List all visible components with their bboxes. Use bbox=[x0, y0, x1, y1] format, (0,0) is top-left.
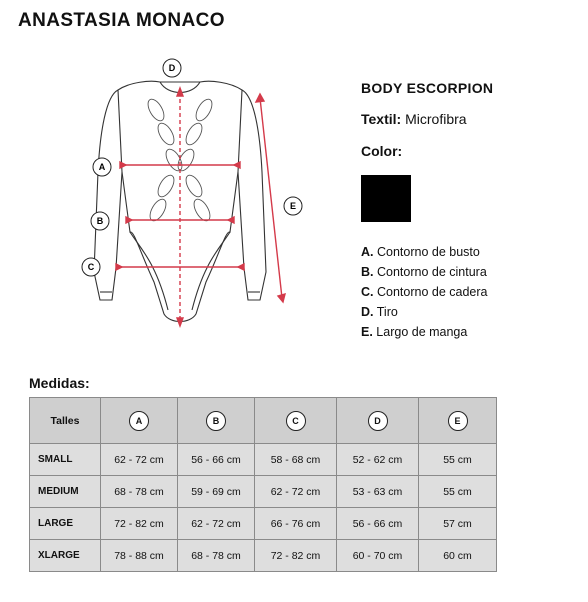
cell-c: 58 - 68 cm bbox=[255, 444, 337, 476]
size-name: MEDIUM bbox=[30, 476, 101, 508]
cell-a: 68 - 78 cm bbox=[101, 476, 178, 508]
fabric-label: Textil: bbox=[361, 111, 402, 127]
size-table bbox=[29, 397, 497, 572]
size-name: XLARGE bbox=[30, 540, 101, 572]
size-name: SMALL bbox=[30, 444, 101, 476]
cell-b: 62 - 72 cm bbox=[178, 508, 255, 540]
svg-text:B: B bbox=[96, 216, 104, 226]
cell-a: 78 - 88 cm bbox=[101, 540, 178, 572]
cell-d: 53 - 63 cm bbox=[337, 476, 419, 508]
cell-e: 60 cm bbox=[419, 540, 497, 572]
cell-e: 55 cm bbox=[419, 444, 497, 476]
table-header-row bbox=[30, 398, 497, 444]
legend-item-d: D. Tiro bbox=[361, 305, 398, 319]
measurements-heading: Medidas: bbox=[29, 375, 90, 391]
column-header-d: D bbox=[337, 398, 419, 444]
svg-text:E: E bbox=[289, 201, 297, 211]
cell-c: 62 - 72 cm bbox=[255, 476, 337, 508]
size-name: LARGE bbox=[30, 508, 101, 540]
svg-text:C: C bbox=[87, 262, 95, 272]
product-title: BODY ESCORPION bbox=[361, 80, 494, 96]
diagram-label-b bbox=[91, 212, 109, 230]
cell-e: 55 cm bbox=[419, 476, 497, 508]
fabric-value: Microfibra bbox=[405, 111, 467, 127]
cell-b: 56 - 66 cm bbox=[178, 444, 255, 476]
legend-item-b: B. Contorno de cintura bbox=[361, 265, 487, 279]
diagram-label-e bbox=[284, 197, 302, 215]
table-row bbox=[30, 508, 497, 540]
cell-d: 52 - 62 cm bbox=[337, 444, 419, 476]
cell-d: 60 - 70 cm bbox=[337, 540, 419, 572]
table-row bbox=[30, 476, 497, 508]
column-header-a: A bbox=[101, 398, 178, 444]
legend-item-e: E. Largo de manga bbox=[361, 325, 468, 339]
brand-title: ANASTASIA MONACO bbox=[18, 10, 225, 31]
svg-text:A: A bbox=[98, 162, 106, 172]
diagram-label-d bbox=[163, 59, 181, 77]
cell-c: 66 - 76 cm bbox=[255, 508, 337, 540]
cell-e: 57 cm bbox=[419, 508, 497, 540]
garment-illustration bbox=[70, 52, 310, 342]
color-label: Color: bbox=[361, 143, 403, 159]
color-swatch bbox=[361, 175, 411, 222]
cell-a: 72 - 82 cm bbox=[101, 508, 178, 540]
diagram-label-a bbox=[93, 158, 111, 176]
diagram-label-c bbox=[82, 258, 100, 276]
column-header-talles: Talles bbox=[30, 398, 101, 444]
cell-b: 68 - 78 cm bbox=[178, 540, 255, 572]
column-header-c: C bbox=[255, 398, 337, 444]
legend-item-a: A. Contorno de busto bbox=[361, 245, 480, 259]
table-row bbox=[30, 540, 497, 572]
table-row bbox=[30, 444, 497, 476]
cell-a: 62 - 72 cm bbox=[101, 444, 178, 476]
svg-text:D: D bbox=[168, 63, 176, 73]
cell-b: 59 - 69 cm bbox=[178, 476, 255, 508]
legend-item-c: C. Contorno de cadera bbox=[361, 285, 488, 299]
cell-d: 56 - 66 cm bbox=[337, 508, 419, 540]
measurement-legend bbox=[361, 242, 487, 342]
column-header-b: B bbox=[178, 398, 255, 444]
column-header-e: E bbox=[419, 398, 497, 444]
fabric-info bbox=[361, 111, 467, 127]
cell-c: 72 - 82 cm bbox=[255, 540, 337, 572]
